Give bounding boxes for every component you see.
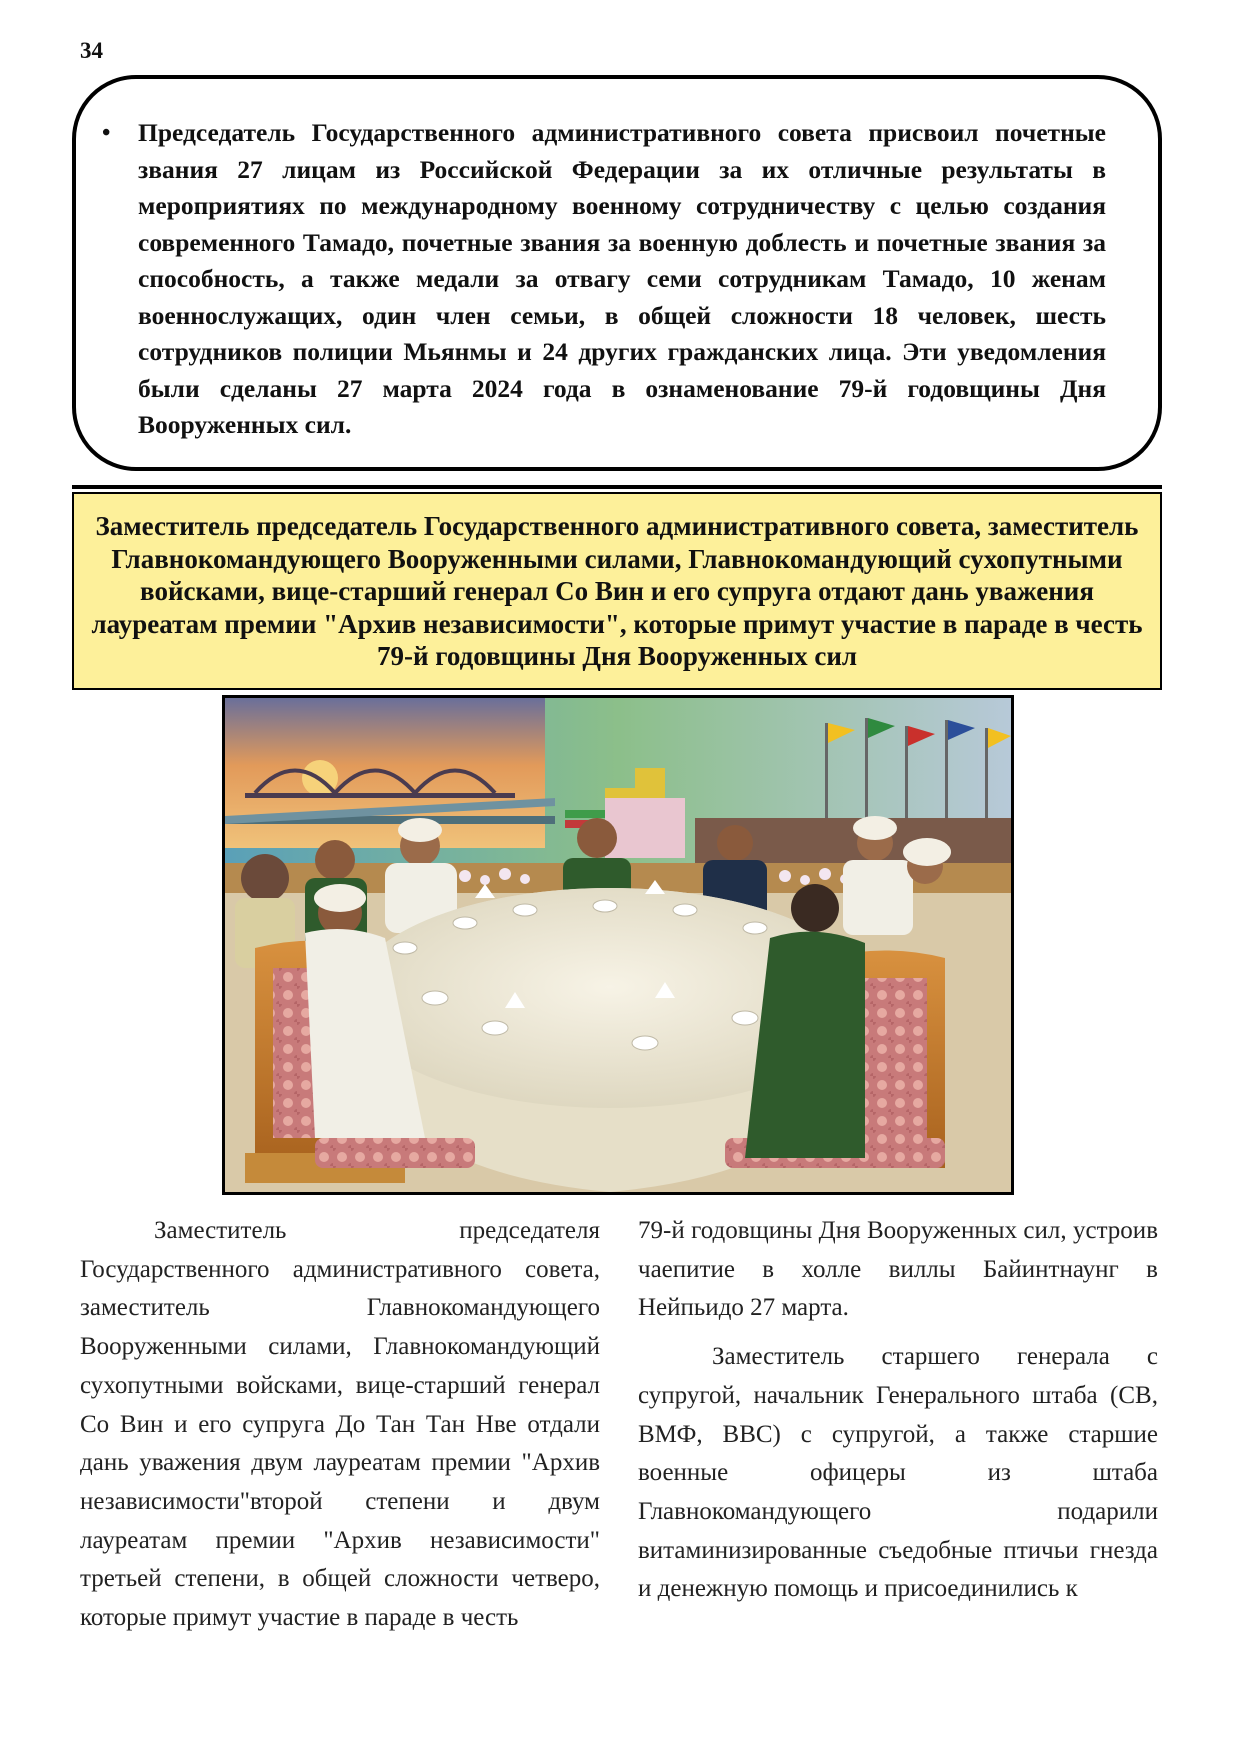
body-column-left bbox=[80, 1212, 600, 1638]
body-paragraph: Заместитель председателя Государственного административного совета, заместитель Главнокомандующего Вооруженными силами, Главнокомандующий сухопутными войсками, вице-старший генерал Со Вин и его супруга До Тан Тан Нве отдали дань уважения двум лауреатам премии "Архив независимости"второй степени и двум лауреатам премии "Архив независимости" третьей степени, в общей сложности четверо, которые примут участие в параде в честь bbox=[80, 1217, 600, 1632]
info-paragraph: Председатель Государственного административного совета присвоил почетные звания 27 лицам из Российской Федерации за их отличные результаты в мероприятиях по международному военному сотрудничеству с целью создания современного Тамадо, почетные звания за военную доблесть и почетные звания за способность, а также медали за отвагу семи сотрудникам Тамадо, 10 женам военнослужащих, один член семьи, в общей сложности 18 человек, шесть сотрудников полиции Мьянмы и 24 других гражданских лица. Эти уведомления были сделаны 27 марта 2024 года в ознаменование 79-й годовщины Дня Вооруженных сил. bbox=[138, 118, 1106, 439]
divider-rule bbox=[72, 485, 1162, 489]
page-number: 34 bbox=[80, 38, 103, 63]
info-box bbox=[72, 75, 1162, 471]
bullet-icon: • bbox=[102, 120, 111, 146]
info-list bbox=[76, 79, 1158, 467]
body-column-right bbox=[638, 1212, 1158, 1609]
headline: Заместитель председатель Государственного административного совета, заместитель Главнокомандующего Вооруженными силами, Главнокомандующий сухопутными войсками, вице-старший генерал Со Вин и его супруга отдают дань уважения лауреатам премии "Архив независимости", которые примут участие в параде в честь 79-й годовщины Дня Вооруженных сил bbox=[91, 511, 1143, 671]
headline-box bbox=[72, 492, 1162, 690]
body-paragraph: 79-й годовщины Дня Вооруженных сил, устроив чаепитие в холле виллы Байинтнаунг в Нейпьидо 27 марта. bbox=[638, 1217, 1158, 1322]
news-photo bbox=[222, 695, 1014, 1195]
info-list-item bbox=[102, 115, 1106, 444]
photo-illustration bbox=[225, 698, 1011, 1192]
body-paragraph: Заместитель старшего генерала с супругой, начальник Генерального штаба (СВ, ВМФ, ВВС) с супругой, а также старшие военные офицеры из штаба Главнокомандующего подарили витаминизированные съедобные птичьи гнезда и денежную помощь и присоединились к bbox=[638, 1343, 1158, 1603]
